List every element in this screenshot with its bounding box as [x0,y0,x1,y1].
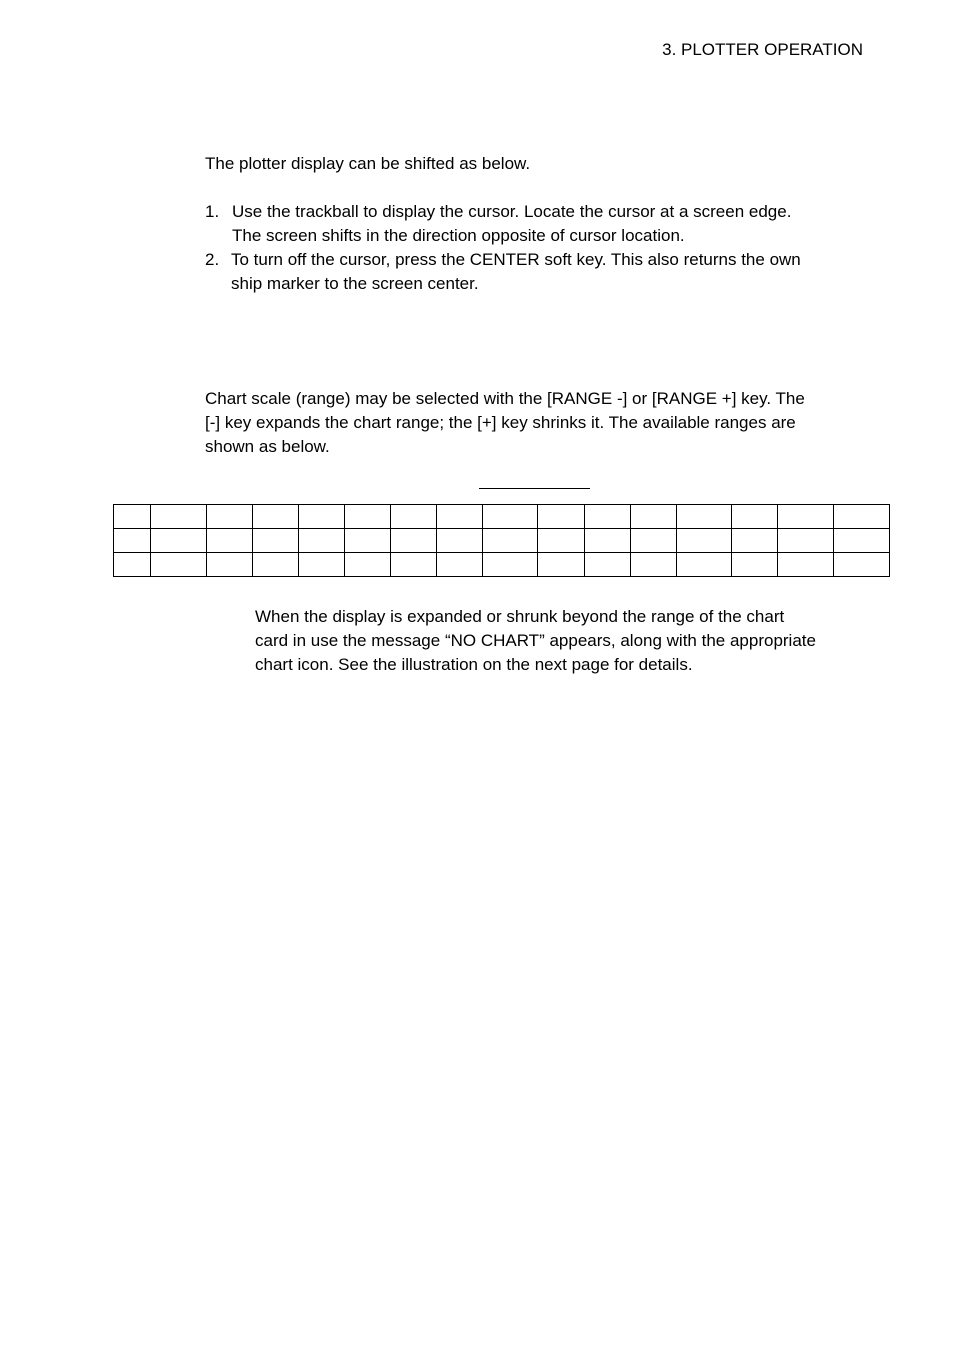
table-cell [207,553,253,577]
step-1 [205,200,905,248]
table-cell [253,553,299,577]
note-line: chart icon. See the illustration on the next page for details. [255,655,693,674]
table-cell [631,529,677,553]
step-text-line: Use the trackball to display the cursor. Locate the cursor at a screen edge. [232,202,792,221]
table-cell [677,505,732,529]
step-number: 1. [205,202,220,221]
table-cell [585,529,631,553]
table-cell [253,505,299,529]
table-cell [114,505,151,529]
note-line: When the display is expanded or shrunk beyond the range of the chart [255,607,785,626]
table-cell [778,505,834,529]
paragraph-line: [-] key expands the chart range; the [+] key shrinks it. The available ranges are [205,413,796,432]
table-cell [114,553,151,577]
table-cell [677,529,732,553]
table-cell [207,529,253,553]
step-text-line: To turn off the cursor, press the CENTER soft key. This also returns the own [231,250,801,269]
shift-steps [205,200,905,296]
table-cell [151,505,207,529]
table-cell [391,553,437,577]
table-row [114,505,890,529]
table-cell [585,505,631,529]
table-cell [732,505,778,529]
shift-intro: The plotter display can be shifted as below. [205,154,531,173]
table-cell [391,529,437,553]
table-cell [437,553,483,577]
table-cell [732,529,778,553]
table-cell [299,529,345,553]
table-cell [483,505,538,529]
table-row [114,529,890,553]
chapter-header: 3. PLOTTER OPERATION [662,40,863,59]
table-cell [631,505,677,529]
paragraph-line: Chart scale (range) may be selected with the [RANGE -] or [RANGE +] key. The [205,389,805,408]
table-cell [151,529,207,553]
table-cell [834,553,890,577]
table-caption-rule [479,488,590,489]
table-cell [483,553,538,577]
table-cell [345,505,391,529]
table-cell [437,529,483,553]
paragraph-line: shown as below. [205,437,330,456]
no-chart-note [255,605,816,677]
table-cell [483,529,538,553]
table-cell [151,553,207,577]
note-line: card in use the message “NO CHART” appears, along with the appropriate [255,631,816,650]
table-cell [299,505,345,529]
range-table [113,504,890,577]
table-cell [677,553,732,577]
table-cell [631,553,677,577]
table-cell [253,529,299,553]
table-cell [585,553,631,577]
table-cell [207,505,253,529]
table-cell [732,553,778,577]
step-2 [205,248,905,296]
table-cell [538,553,585,577]
step-text-line: ship marker to the screen center. [231,274,479,293]
table-cell [834,505,890,529]
table-cell [778,529,834,553]
step-number: 2. [205,250,220,269]
table-cell [834,529,890,553]
table-cell [114,529,151,553]
table-cell [538,529,585,553]
table-cell [299,553,345,577]
table-cell [437,505,483,529]
table-row [114,553,890,577]
table-cell [345,553,391,577]
chart-scale-paragraph [205,387,805,459]
table-cell [778,553,834,577]
table-cell [345,529,391,553]
table-cell [391,505,437,529]
table-cell [538,505,585,529]
step-text-line: The screen shifts in the direction opposite of cursor location. [232,226,685,245]
